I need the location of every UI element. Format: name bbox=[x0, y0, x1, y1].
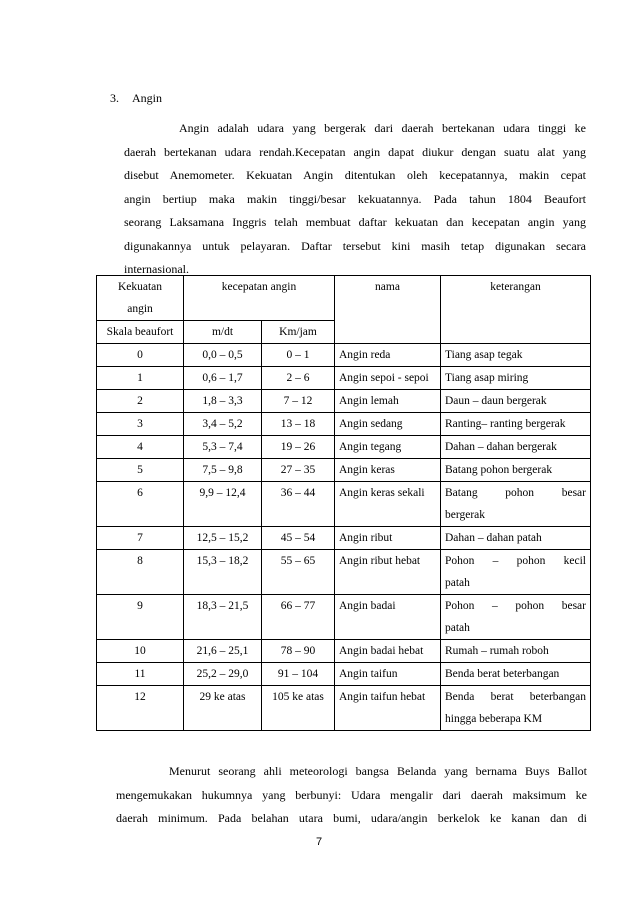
cell-mdt: 1,8 – 3,3 bbox=[184, 390, 262, 413]
cell-skala: 5 bbox=[97, 459, 184, 482]
header-kekuatan bbox=[97, 276, 184, 321]
cell-nama: Angin keras bbox=[335, 459, 441, 482]
cell-keterangan bbox=[441, 459, 591, 482]
closing-line: daerah minimum. Pada belahan utara bumi, udara/angin berkelok ke kanan dan di bbox=[116, 811, 587, 825]
keterangan-line: Tiang asap miring bbox=[445, 372, 529, 384]
cell-mdt: 18,3 – 21,5 bbox=[184, 595, 262, 640]
cell-kmjam: 13 – 18 bbox=[262, 413, 335, 436]
header-kekuatan-line1: Kekuatan bbox=[117, 281, 163, 293]
cell-keterangan bbox=[441, 344, 591, 367]
cell-skala: 8 bbox=[97, 550, 184, 595]
table-row bbox=[97, 459, 591, 482]
cell-skala: 9 bbox=[97, 595, 184, 640]
table-row bbox=[97, 527, 591, 550]
intro-line: seorang Laksamana Inggris telah membuat daftar kekuatan dan kecepatan angin yang bbox=[124, 215, 586, 229]
table-row bbox=[97, 686, 591, 731]
cell-kmjam: 27 – 35 bbox=[262, 459, 335, 482]
cell-mdt: 21,6 – 25,1 bbox=[184, 640, 262, 663]
intro-paragraph bbox=[124, 117, 586, 282]
cell-mdt: 12,5 – 15,2 bbox=[184, 527, 262, 550]
cell-nama: Angin lemah bbox=[335, 390, 441, 413]
cell-kmjam: 45 – 54 bbox=[262, 527, 335, 550]
closing-line: mengemukakan hukumnya yang berbunyi: Udara mengalir dari daerah maksimum ke bbox=[116, 787, 587, 802]
cell-nama: Angin reda bbox=[335, 344, 441, 367]
cell-keterangan bbox=[441, 436, 591, 459]
cell-nama: Angin keras sekali bbox=[335, 482, 441, 527]
table-row bbox=[97, 436, 591, 459]
cell-skala: 12 bbox=[97, 686, 184, 731]
header-skala: Skala beaufort bbox=[97, 321, 184, 344]
cell-keterangan bbox=[441, 550, 591, 595]
table-row bbox=[97, 344, 591, 367]
header-kekuatan-line2: angin bbox=[127, 303, 153, 315]
section-number: 3. bbox=[110, 91, 119, 105]
header-kmjam: Km/jam bbox=[262, 321, 335, 344]
intro-line: Angin adalah udara yang bergerak dari daerah bertekanan udara tinggi ke bbox=[179, 121, 586, 135]
cell-keterangan bbox=[441, 390, 591, 413]
cell-nama: Angin sedang bbox=[335, 413, 441, 436]
cell-mdt: 5,3 – 7,4 bbox=[184, 436, 262, 459]
keterangan-line: Pohon – pohon besar bbox=[445, 600, 586, 612]
cell-mdt: 9,9 – 12,4 bbox=[184, 482, 262, 527]
section-heading bbox=[110, 91, 162, 106]
cell-keterangan bbox=[441, 686, 591, 731]
cell-nama: Angin taifun hebat bbox=[335, 686, 441, 731]
keterangan-line: Dahan – dahan bergerak bbox=[445, 441, 557, 453]
keterangan-line: Batang pohon bergerak bbox=[445, 464, 553, 476]
cell-keterangan bbox=[441, 640, 591, 663]
table-row bbox=[97, 640, 591, 663]
cell-skala: 6 bbox=[97, 482, 184, 527]
cell-nama: Angin badai hebat bbox=[335, 640, 441, 663]
cell-kmjam: 19 – 26 bbox=[262, 436, 335, 459]
keterangan-line: Tiang asap tegak bbox=[445, 349, 523, 361]
table-row bbox=[97, 550, 591, 595]
cell-skala: 3 bbox=[97, 413, 184, 436]
keterangan-line: patah bbox=[445, 577, 470, 589]
cell-mdt: 15,3 – 18,2 bbox=[184, 550, 262, 595]
closing-paragraph bbox=[116, 760, 587, 831]
cell-nama: Angin taifun bbox=[335, 663, 441, 686]
cell-keterangan bbox=[441, 367, 591, 390]
section-title: Angin bbox=[132, 91, 162, 105]
cell-nama: Angin badai bbox=[335, 595, 441, 640]
cell-mdt: 0,0 – 0,5 bbox=[184, 344, 262, 367]
intro-line: digunakannya untuk pelayaran. Daftar tersebut kini masih tetap digunakan secara bbox=[124, 238, 586, 253]
table-row bbox=[97, 663, 591, 686]
header-nama: nama bbox=[335, 276, 441, 344]
cell-kmjam: 0 – 1 bbox=[262, 344, 335, 367]
cell-kmjam: 91 – 104 bbox=[262, 663, 335, 686]
closing-line: Menurut seorang ahli meteorologi bangsa Belanda yang bernama Buys Ballot bbox=[169, 764, 587, 778]
table-header-row bbox=[97, 276, 591, 321]
table-row bbox=[97, 390, 591, 413]
cell-skala: 2 bbox=[97, 390, 184, 413]
cell-keterangan bbox=[441, 595, 591, 640]
cell-mdt: 3,4 – 5,2 bbox=[184, 413, 262, 436]
cell-nama: Angin sepoi - sepoi bbox=[335, 367, 441, 390]
beaufort-table bbox=[96, 275, 591, 731]
keterangan-line: Batang pohon besar bbox=[445, 487, 586, 499]
cell-mdt: 25,2 – 29,0 bbox=[184, 663, 262, 686]
keterangan-line: Dahan – dahan patah bbox=[445, 532, 542, 544]
cell-kmjam: 66 – 77 bbox=[262, 595, 335, 640]
intro-line: daerah bertekanan udara rendah.Kecepatan angin dapat diukur dengan suatu alat yang bbox=[124, 144, 586, 159]
page-number: 7 bbox=[315, 836, 323, 848]
table-row bbox=[97, 367, 591, 390]
keterangan-line: bergerak bbox=[445, 509, 486, 521]
keterangan-line: hingga beberapa KM bbox=[445, 713, 543, 725]
cell-mdt: 7,5 – 9,8 bbox=[184, 459, 262, 482]
cell-mdt: 29 ke atas bbox=[184, 686, 262, 731]
intro-line: angin bertiup maka makin tinggi/besar kekuatannya. Pada tahun 1804 Beaufort bbox=[124, 191, 586, 206]
cell-kmjam: 105 ke atas bbox=[262, 686, 335, 731]
intro-line: disebut Anemometer. Kekuatan Angin ditentukan oleh kecepatannya, makin cepat bbox=[124, 168, 586, 182]
cell-kmjam: 2 – 6 bbox=[262, 367, 335, 390]
cell-keterangan bbox=[441, 527, 591, 550]
table-row bbox=[97, 595, 591, 640]
table-row bbox=[97, 482, 591, 527]
keterangan-line: Rumah – rumah roboh bbox=[445, 645, 549, 657]
keterangan-line: Benda berat beterbangan bbox=[445, 668, 560, 680]
cell-kmjam: 55 – 65 bbox=[262, 550, 335, 595]
header-kecepatan: kecepatan angin bbox=[184, 276, 335, 321]
cell-skala: 7 bbox=[97, 527, 184, 550]
cell-mdt: 0,6 – 1,7 bbox=[184, 367, 262, 390]
cell-skala: 0 bbox=[97, 344, 184, 367]
keterangan-line: Benda berat beterbangan bbox=[445, 691, 586, 703]
cell-kmjam: 36 – 44 bbox=[262, 482, 335, 527]
intro-line: internasional. bbox=[124, 262, 189, 276]
keterangan-line: Ranting– ranting bergerak bbox=[445, 418, 566, 430]
cell-skala: 11 bbox=[97, 663, 184, 686]
table-row bbox=[97, 413, 591, 436]
cell-nama: Angin tegang bbox=[335, 436, 441, 459]
cell-kmjam: 7 – 12 bbox=[262, 390, 335, 413]
cell-kmjam: 78 – 90 bbox=[262, 640, 335, 663]
cell-nama: Angin ribut hebat bbox=[335, 550, 441, 595]
cell-skala: 1 bbox=[97, 367, 184, 390]
cell-keterangan bbox=[441, 413, 591, 436]
cell-nama: Angin ribut bbox=[335, 527, 441, 550]
keterangan-line: Pohon – pohon kecil bbox=[445, 555, 586, 567]
cell-skala: 4 bbox=[97, 436, 184, 459]
cell-skala: 10 bbox=[97, 640, 184, 663]
header-keterangan: keterangan bbox=[441, 276, 591, 344]
keterangan-line: Daun – daun bergerak bbox=[445, 395, 547, 407]
keterangan-line: patah bbox=[445, 622, 470, 634]
cell-keterangan bbox=[441, 663, 591, 686]
header-mdt: m/dt bbox=[184, 321, 262, 344]
cell-keterangan bbox=[441, 482, 591, 527]
